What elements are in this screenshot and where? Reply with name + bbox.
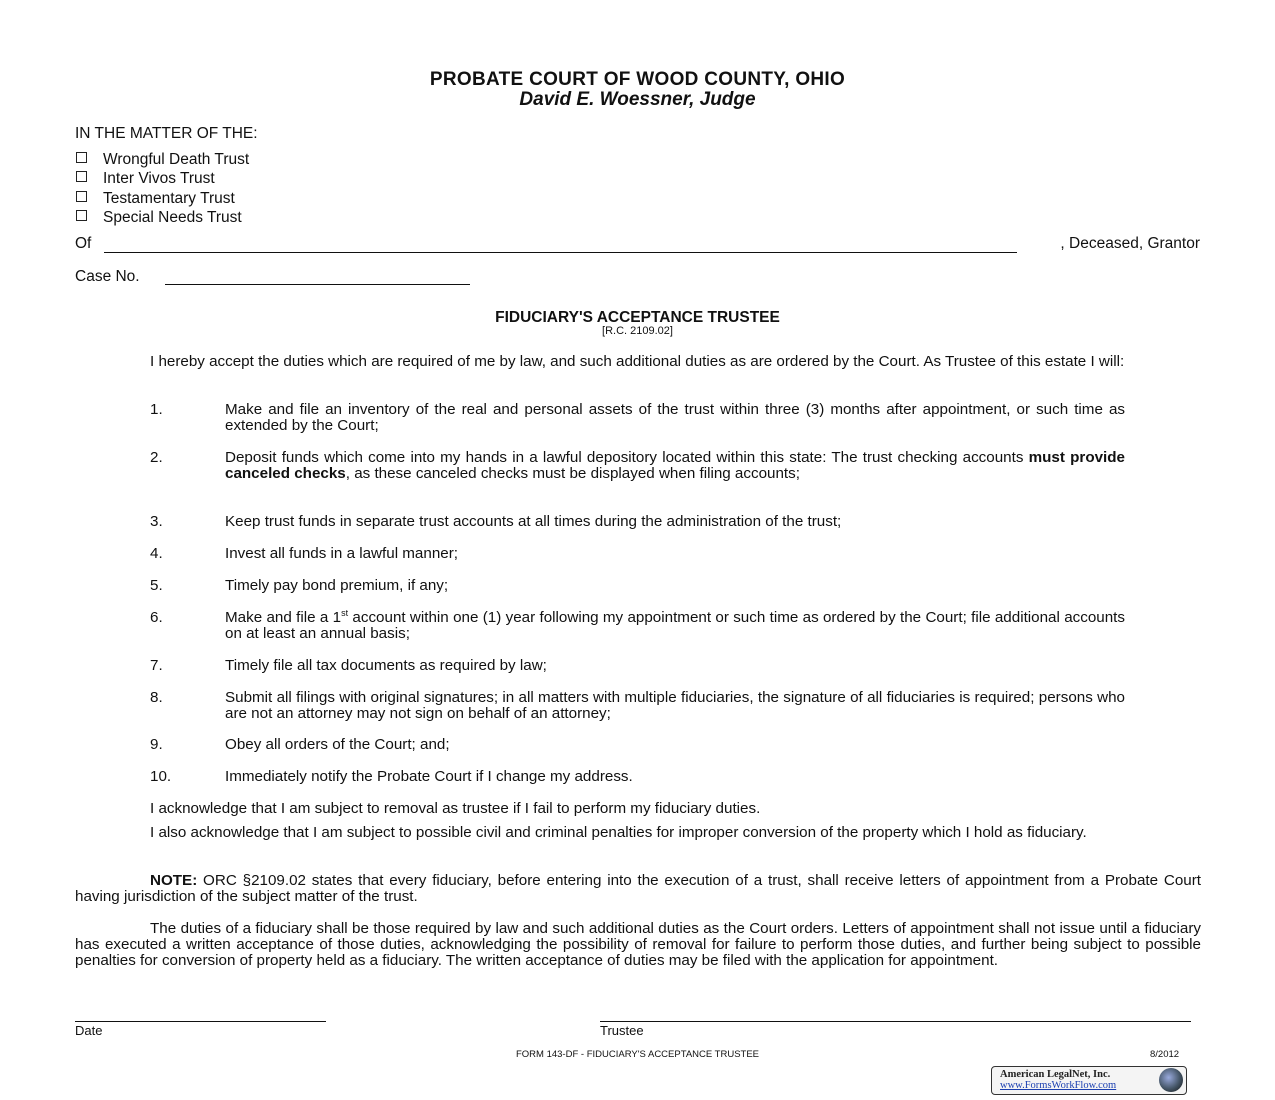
case-number-label: Case No. bbox=[75, 268, 140, 285]
item-text: Make and file a 1st account within one (1) year following my appointment or such time as ordered by the Court; file additional accounts on at least an annual basis; bbox=[225, 607, 1125, 642]
logo-company-name: American LegalNet, Inc. bbox=[1000, 1069, 1111, 1080]
checkbox-wrongful-death-trust[interactable] bbox=[76, 151, 249, 169]
item-text: Obey all orders of the Court; and; bbox=[225, 736, 450, 753]
judge-name: David E. Woessner, Judge bbox=[519, 89, 756, 110]
checkbox-label: Wrongful Death Trust bbox=[103, 151, 250, 168]
item-text: Immediately notify the Probate Court if I change my address. bbox=[225, 768, 633, 785]
globe-icon bbox=[1159, 1068, 1183, 1092]
checkbox-testamentary-trust[interactable] bbox=[76, 190, 235, 208]
matter-label: IN THE MATTER OF THE: bbox=[75, 125, 258, 142]
item-number: 2. bbox=[150, 449, 163, 466]
item-text: Invest all funds in a lawful manner; bbox=[225, 545, 458, 562]
logo-url-link[interactable]: www.FormsWorkFlow.com bbox=[1000, 1080, 1117, 1091]
date-signature-field[interactable] bbox=[75, 1021, 326, 1022]
grantor-name-field[interactable] bbox=[104, 252, 1017, 253]
item-number: 3. bbox=[150, 513, 163, 530]
checkbox-icon[interactable] bbox=[76, 152, 87, 163]
item-text: Make and file an inventory of the real and personal assets of the trust within three (3) months after appointment, or such time as extended by the Court; bbox=[225, 401, 1125, 434]
form-revision-date: 8/2012 bbox=[1150, 1049, 1180, 1060]
checkbox-label: Testamentary Trust bbox=[103, 190, 235, 207]
checkbox-special-needs-trust[interactable] bbox=[76, 209, 242, 227]
deceased-grantor-label: , Deceased, Grantor bbox=[1060, 235, 1200, 252]
checkbox-icon[interactable] bbox=[76, 171, 87, 182]
item-number: 1. bbox=[150, 401, 163, 418]
canceled-checks-emphasis: must provide canceled checks bbox=[225, 449, 1125, 482]
checkbox-label: Inter Vivos Trust bbox=[103, 170, 215, 187]
item-number: 6. bbox=[150, 609, 163, 626]
item-text: Timely pay bond premium, if any; bbox=[225, 577, 449, 594]
date-label: Date bbox=[75, 1023, 103, 1038]
note-paragraph: NOTE: ORC §2109.02 states that every fiduciary, before entering into the execution of a trust, shall receive letters of appointment from a Probate Court having jurisdiction of the subject matter of the trust. bbox=[75, 872, 1201, 905]
item-number: 9. bbox=[150, 736, 163, 753]
item-text: Deposit funds which come into my hands in a lawful depository located within this state: The trust checking accounts must provide canceled checks, as these canceled checks must be displayed when filing accounts; bbox=[225, 449, 1125, 482]
item-text: Submit all filings with original signatures; in all matters with multiple fiduciaries, the signature of all fiduciaries is required; persons who are not an attorney may not sign on behalf of an attorney; bbox=[225, 689, 1125, 722]
statute-reference: [R.C. 2109.02] bbox=[602, 325, 673, 337]
acknowledgment-penalties: I also acknowledge that I am subject to possible civil and criminal penalties for improper conversion of the property which I hold as fiduciary. bbox=[150, 824, 1087, 841]
intro-paragraph: I hereby accept the duties which are required of me by law, and such additional duties as are ordered by the Court. As Trustee of this estate I will: bbox=[150, 353, 1125, 370]
form-identifier: FORM 143-DF - FIDUCIARY'S ACCEPTANCE TRUSTEE bbox=[515, 1049, 760, 1060]
checkbox-inter-vivos-trust[interactable] bbox=[76, 170, 215, 188]
item-number: 8. bbox=[150, 689, 163, 706]
item-number: 10. bbox=[150, 768, 172, 785]
acknowledgment-removal: I acknowledge that I am subject to removal as trustee if I fail to perform my fiduciary duties. bbox=[150, 800, 761, 817]
item-number: 7. bbox=[150, 657, 163, 674]
item-text: Keep trust funds in separate trust accounts at all times during the administration of the trust; bbox=[225, 513, 842, 530]
form-title: FIDUCIARY'S ACCEPTANCE TRUSTEE bbox=[495, 309, 780, 326]
item-text: Timely file all tax documents as required by law; bbox=[225, 657, 547, 674]
item-number: 4. bbox=[150, 545, 163, 562]
checkbox-icon[interactable] bbox=[76, 191, 87, 202]
checkbox-icon[interactable] bbox=[76, 210, 87, 221]
trustee-signature-field[interactable] bbox=[600, 1021, 1191, 1022]
case-number-field[interactable] bbox=[165, 284, 470, 285]
trustee-label: Trustee bbox=[600, 1023, 644, 1038]
grantor-line bbox=[75, 235, 1200, 253]
american-legalnet-logo[interactable] bbox=[991, 1066, 1187, 1095]
note-label: NOTE: bbox=[150, 872, 198, 889]
item-number: 5. bbox=[150, 577, 163, 594]
of-label: Of bbox=[75, 235, 92, 252]
court-title: PROBATE COURT OF WOOD COUNTY, OHIO bbox=[429, 69, 846, 90]
duties-paragraph: The duties of a fiduciary shall be those required by law and such additional duties as the Court orders. Letters of appointment shall not issue until a fiduciary has executed a written acceptance of those duties, acknowledging the possibility of removal for failure to perform those duties, and further being subject to possible penalties for conversion of property held as a fiduciary. The written acceptance of duties may be filed with the application for appointment. bbox=[75, 920, 1201, 969]
checkbox-label: Special Needs Trust bbox=[103, 209, 242, 226]
